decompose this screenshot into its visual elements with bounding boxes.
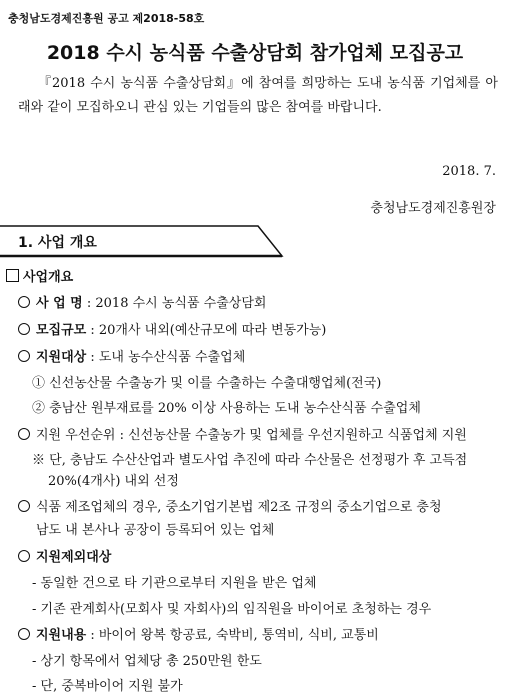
announcement-date: 2018. 7. <box>442 164 496 179</box>
circle-bullet-icon <box>18 350 30 362</box>
sub-item: - 단, 중복바이어 지원 불가 <box>32 679 183 694</box>
item-value: : 바이어 왕복 항공료, 숙박비, 통역비, 식비, 교통비 <box>86 628 379 643</box>
item-value: : 도내 농수산식품 수출업체 <box>86 350 246 365</box>
list-item <box>18 496 442 515</box>
subheading-label: 사업개요 <box>23 270 74 285</box>
list-item <box>18 624 379 643</box>
item-label: 지원제외대상 <box>36 550 112 565</box>
square-bullet-icon <box>6 269 19 282</box>
sub-item: - 기존 관계회사(모회사 및 자회사)의 임직원을 바이어로 초청하는 경우 <box>32 602 432 617</box>
sub-item: - 동일한 건으로 타 기관으로부터 지원을 받은 업체 <box>32 576 317 591</box>
section-title: 1. 사업 개요 <box>18 235 97 251</box>
item-text: 지원 우선순위 : 신선농산물 수출농가 및 업체를 우선지원하고 식품업체 지원 <box>36 428 467 443</box>
list-item <box>18 319 326 338</box>
list-item <box>18 292 266 311</box>
sub-item: ② 충남산 원부재료를 20% 이상 사용하는 도내 농수산식품 수출업체 <box>32 401 421 416</box>
circle-bullet-icon <box>18 428 30 440</box>
sub-item: ① 신선농산물 수출농가 및 이를 수출하는 수출대행업체(전국) <box>32 376 382 391</box>
list-item <box>18 546 111 565</box>
item-continuation: 남도 내 본사나 공장이 등록되어 있는 업체 <box>36 523 275 538</box>
item-label: 모집규모 <box>36 323 87 338</box>
section-header <box>0 224 300 258</box>
subheading <box>6 266 73 285</box>
list-item <box>18 424 467 443</box>
issuing-organization: 충청남도경제진흥원장 <box>370 201 496 216</box>
circle-bullet-icon <box>18 628 30 640</box>
item-label: 지원내용 <box>36 628 87 643</box>
item-label: 지원대상 <box>36 350 87 365</box>
circle-bullet-icon <box>18 550 30 562</box>
note-line: ※ 단, 충남도 수산산업과 별도사업 추진에 따라 수산물은 선정평가 후 고득점 <box>32 453 468 468</box>
notice-number: 충청남도경제진흥원 공고 제2018-58호 <box>8 12 205 25</box>
page-title: 2018 수시 농식품 수출상담회 참가업체 모집공고 <box>46 42 464 64</box>
item-value: : 2018 수시 농식품 수출상담회 <box>82 296 267 311</box>
item-text: 식품 제조업체의 경우, 중소기업기본법 제2조 규정의 중소기업으로 충청 <box>36 500 442 515</box>
note-line: 20%(4개사) 내외 선정 <box>48 474 179 489</box>
item-label: 사 업 명 <box>36 296 83 311</box>
sub-item: - 상기 항목에서 업체당 총 250만원 한도 <box>32 654 262 669</box>
circle-bullet-icon <box>18 323 30 335</box>
circle-bullet-icon <box>18 296 30 308</box>
list-item <box>18 346 245 365</box>
intro-paragraph: 『2018 수시 농식품 수출상담회』에 참여를 희망하는 도내 농식품 기업체를 아래와 같이 모집하오니 관심 있는 기업들의 많은 참여를 바랍니다. <box>18 76 498 115</box>
circle-bullet-icon <box>18 500 30 512</box>
item-value: : 20개사 내외(예산규모에 따라 변동가능) <box>86 323 327 338</box>
